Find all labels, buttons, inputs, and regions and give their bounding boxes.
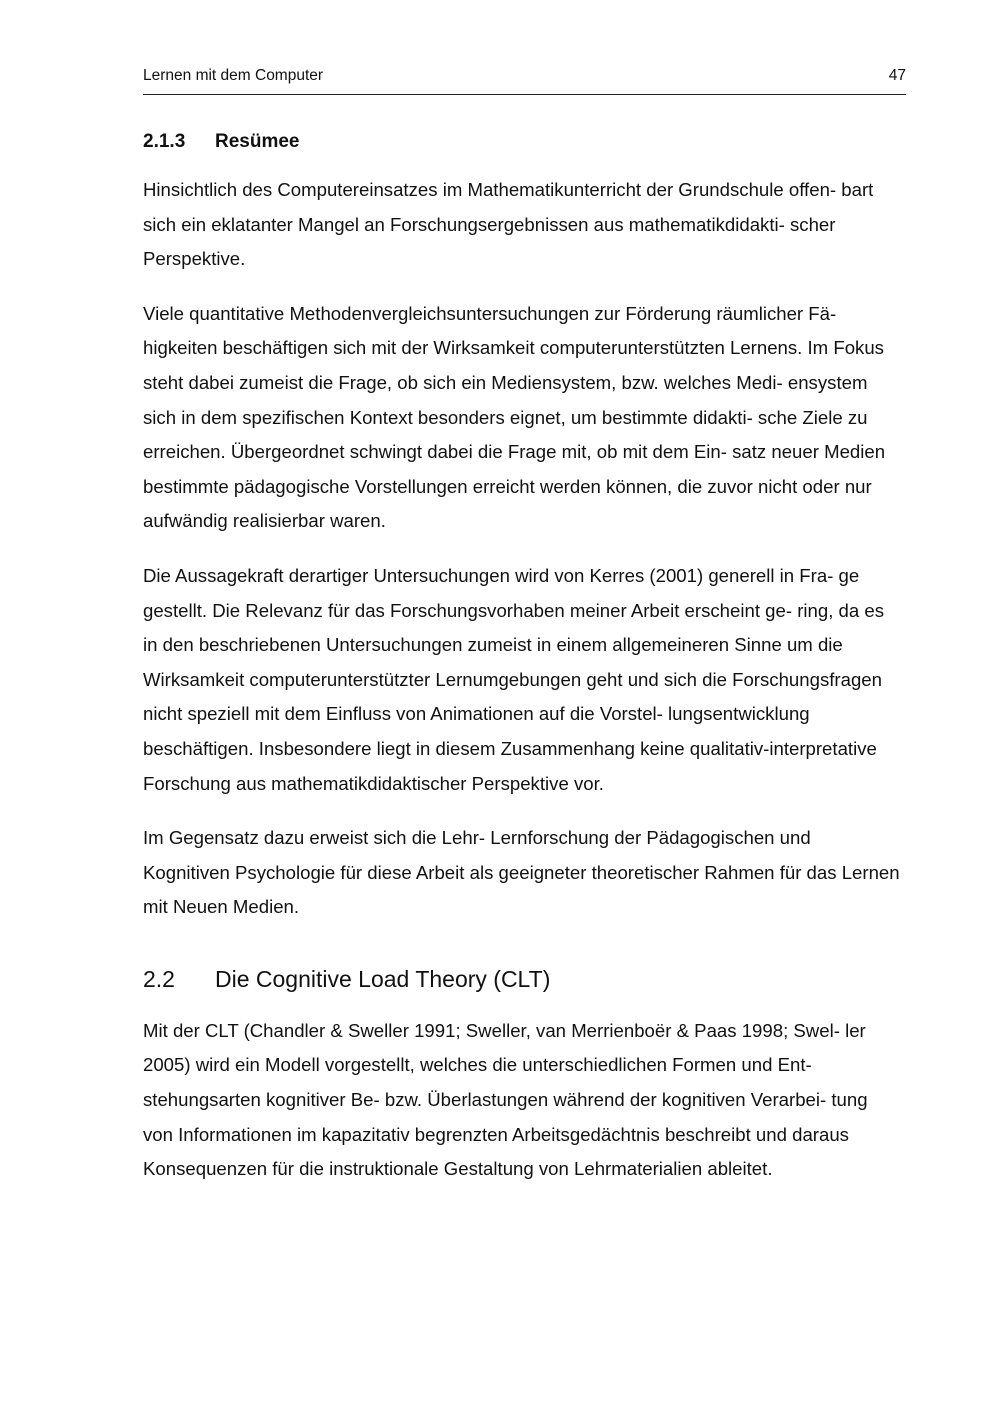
section-heading [143, 963, 901, 995]
body-paragraph: Viele quantitative Methodenvergleichsuntersuchungen zur Förderung räumlicher Fä- higkeiten beschäftigen sich mit der Wirksamkeit computerunterstützten Lernens. Im Fokus steht dabei zumeist die Frage, ob sich ein Mediensystem, bzw. welches Medi- ensystem sich in dem spezifischen Kontext besonders eignet, um bestimmte didakti- sche Ziele zu erreichen. Übergeordnet schwingt dabei die Frage mit, ob mit dem Ein- satz neuer Medien bestimmte pädagogische Vorstellungen erreicht werden können, die zuvor nicht oder nur aufwändig realisierbar waren. [143, 302, 886, 532]
body-paragraph: Mit der CLT (Chandler & Sweller 1991; Sweller, van Merrienboër & Paas 1998; Swel- ler 2005) wird ein Modell vorgestellt, welches die unterschiedlichen Formen und Ent- stehungsarten kognitiver Be- bzw. Überlastungen während der kognitiven Verarbei- tung von Informationen im kapazitativ begrenzten Arbeitsgedächtnis beschreibt und daraus Konsequenzen für die instruktionale Gestaltung von Lehrmaterialien ableitet. [143, 1019, 868, 1180]
page-number: 47 [888, 67, 906, 84]
body-paragraph: Hinsichtlich des Computereinsatzes im Mathematikunterricht der Grundschule offen- bart sich ein eklatanter Mangel an Forschungsergebnissen aus mathematikdidakti- scher Perspektive. [143, 179, 874, 270]
body-paragraph: Die Aussagekraft derartiger Untersuchungen wird von Kerres (2001) generell in Fra- ge gestellt. Die Relevanz für das Forschungsvorhaben meiner Arbeit erscheint ge- ring, da es in den beschriebenen Untersuchungen zumeist in einem allgemeineren Sinne um die Wirksamkeit computerunterstützter Lernumgebungen geht und sich die Forschungsfragen nicht speziell mit dem Einfluss von Animationen auf die Vorstel- lungsentwicklung beschäftigen. Insbesondere liegt in diesem Zusammenhang keine qualitativ-interpretative Forschung aus mathematikdidaktischer Perspektive vor. [143, 564, 885, 794]
section-title: Die Cognitive Load Theory (CLT) [215, 965, 551, 992]
body-paragraph: Im Gegensatz dazu erweist sich die Lehr- Lernforschung der Pädagogischen und Kognitiven Psychologie für diese Arbeit als geeigneter theoretischer Rahmen für das Lernen mit Neuen Medien. [143, 827, 900, 918]
subsection-number: 2.1.3 [143, 131, 186, 152]
page-body [143, 128, 901, 1207]
subsection-title: Resümee [215, 131, 300, 152]
subsection-heading [143, 128, 901, 156]
running-header-title: Lernen mit dem Computer [143, 67, 324, 84]
running-header [143, 66, 906, 95]
section-number: 2.2 [143, 965, 175, 992]
